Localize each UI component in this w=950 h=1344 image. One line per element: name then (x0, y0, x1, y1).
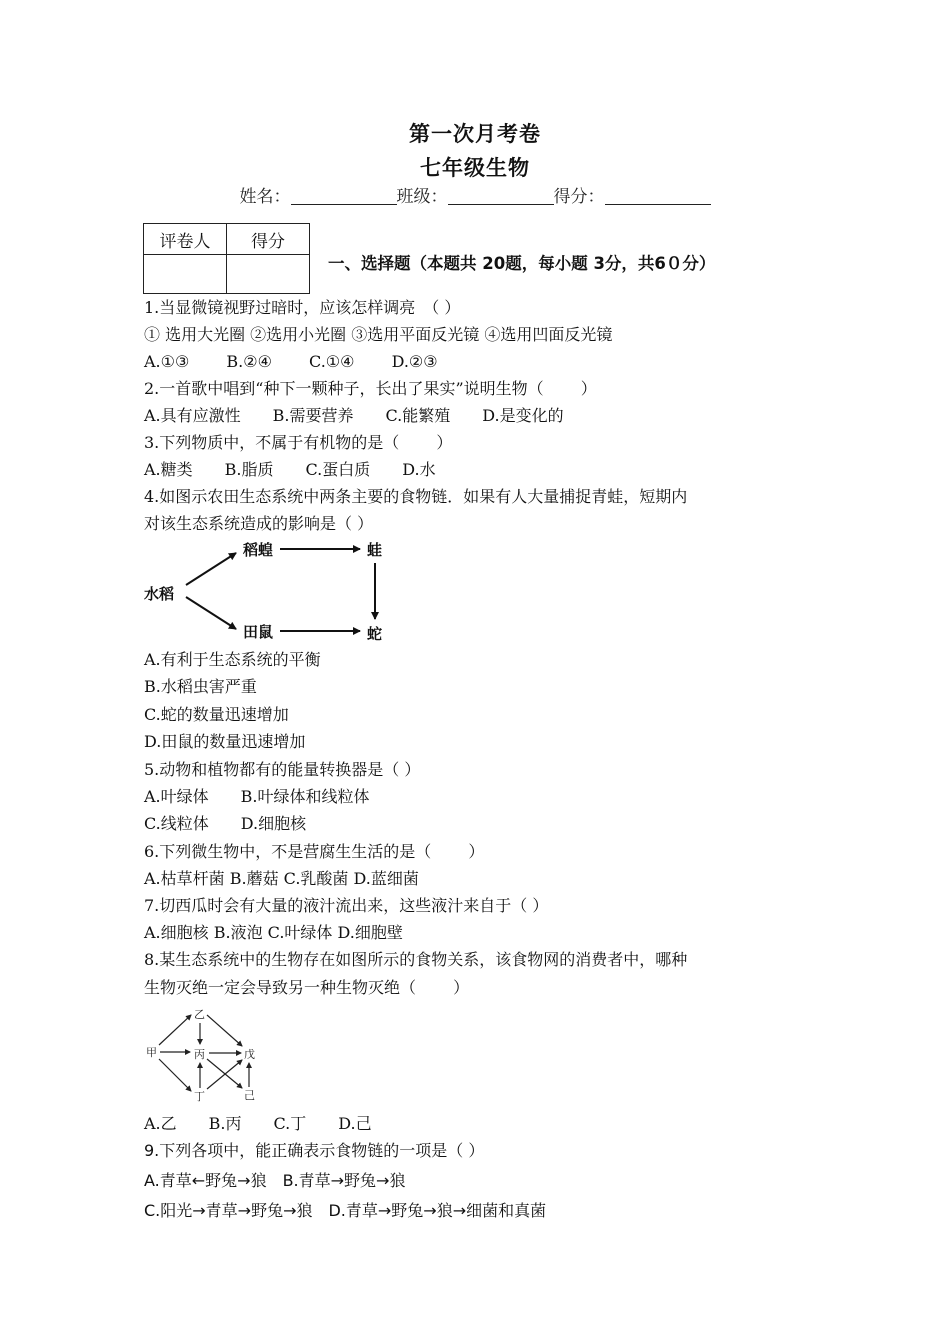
q4-arrow-rice-locust (186, 553, 236, 585)
q4-field-mouse-label: 田鼠 (243, 623, 274, 641)
q1-answers: A.①③ B.②④ C.①④ D.②③ (144, 352, 438, 371)
q6-stem: 6.下列微生物中，不是营腐生生活的是（ ） (144, 842, 485, 861)
q3-stem: 3.下列物质中，不属于有机物的是（ ） (144, 433, 453, 452)
q9-stem: 9.下列各项中，能正确表示食物链的一项是（ ） (144, 1141, 485, 1160)
class-blank (448, 188, 554, 205)
q9-answers-line1: A.青草←野兔→狼 B.青草→野兔→狼 (144, 1171, 406, 1190)
q8-stem-line1: 8.某生态系统中的生物存在如图所示的食物关系，该食物网的消费者中，哪种 (144, 950, 688, 969)
q2-stem: 2.一首歌中唱到“种下一颗种子，长出了果实”说明生物（ ） (144, 379, 597, 398)
section-heading: 一、选择题（本题共 20题，每小题 3分，共6０分） (328, 254, 716, 273)
q8-arrow-bing-ji (207, 1059, 242, 1088)
score-cell (227, 255, 310, 294)
q1-stem: 1.当显微镜视野过暗时，应该怎样调亮 （ ） (144, 298, 461, 317)
q8-stem-line2: 生物灭绝一定会导致另一种生物灭绝（ ） (144, 978, 470, 997)
q4-frog-label: 蛙 (367, 541, 383, 559)
q9-answers-line2: C.阳光→青草→野兔→狼 D.青草→野兔→狼→细菌和真菌 (144, 1201, 547, 1220)
q4-stem-line2: 对该生态系统造成的影响是（ ） (144, 514, 374, 533)
q8-arrow-ding-wu (207, 1060, 242, 1089)
q4-stem-line1: 4.如图示农田生态系统中两条主要的食物链．如果有人大量捕捉青蛙，短期内 (144, 487, 688, 506)
q4-snake-label: 蛇 (367, 625, 383, 643)
q8-food-web-diagram (143, 1003, 273, 1106)
grader-header: 评卷人 (144, 224, 227, 255)
q4-locust-label: 稻蝗 (243, 541, 274, 559)
score-header: 得分 (227, 224, 310, 255)
q1-options: ① 选用大光圈 ②选用小光圈 ③选用平面反光镜 ④选用凹面反光镜 (144, 325, 613, 344)
q5-answers-line1: A.叶绿体 B.叶绿体和线粒体 (144, 787, 370, 806)
q5-stem: 5.动物和植物都有的能量转换器是（ ） (144, 760, 421, 779)
class-label: 班级： (396, 187, 448, 207)
q4-food-chain-diagram (140, 535, 400, 650)
q5-answers-line2: C.线粒体 D.细胞核 (144, 814, 307, 833)
q8-answers: A.乙 B.丙 C.丁 D.己 (144, 1114, 372, 1133)
q8-jia-label: 甲 (146, 1046, 157, 1059)
q8-wu-label: 戊 (244, 1048, 255, 1061)
name-blank (291, 188, 397, 205)
q8-arrow-jia-ding (159, 1059, 191, 1091)
q8-ji-label: 己 (244, 1089, 255, 1102)
q4-option-a: A.有利于生态系统的平衡 (144, 650, 321, 669)
student-info-line (0, 182, 950, 207)
exam-title: 第一次月考卷 (409, 122, 541, 146)
q8-arrow-yi-wu (207, 1015, 242, 1046)
q7-stem: 7.切西瓜时会有大量的液汁流出来，这些液汁来自于（ ） (144, 896, 549, 915)
q4-arrow-rice-mouse (186, 597, 236, 629)
q4-rice-label: 水稻 (144, 585, 175, 603)
q4-option-c: C.蛇的数量迅速增加 (144, 705, 289, 724)
grader-score-table (143, 223, 310, 294)
q8-bing-label: 丙 (194, 1048, 205, 1061)
q4-option-b: B.水稻虫害严重 (144, 677, 257, 696)
q8-yi-label: 乙 (194, 1008, 205, 1021)
name-label: 姓名： (239, 187, 291, 207)
exam-subtitle: 七年级生物 (420, 156, 530, 180)
score-blank (605, 188, 711, 205)
q4-option-d: D.田鼠的数量迅速增加 (144, 732, 306, 751)
q8-ding-label: 丁 (194, 1090, 205, 1103)
q6-answers: A.枯草杆菌 B.蘑菇 C.乳酸菌 D.蓝细菌 (144, 869, 419, 888)
q7-answers: A.细胞核 B.液泡 C.叶绿体 D.细胞壁 (144, 923, 403, 942)
q2-answers: A.具有应激性 B.需要营养 C.能繁殖 D.是变化的 (144, 406, 564, 425)
q8-arrow-jia-yi (159, 1015, 191, 1045)
score-label: 得分： (553, 187, 605, 207)
q3-answers: A.糖类 B.脂质 C.蛋白质 D.水 (144, 460, 436, 479)
grader-cell (144, 255, 227, 294)
